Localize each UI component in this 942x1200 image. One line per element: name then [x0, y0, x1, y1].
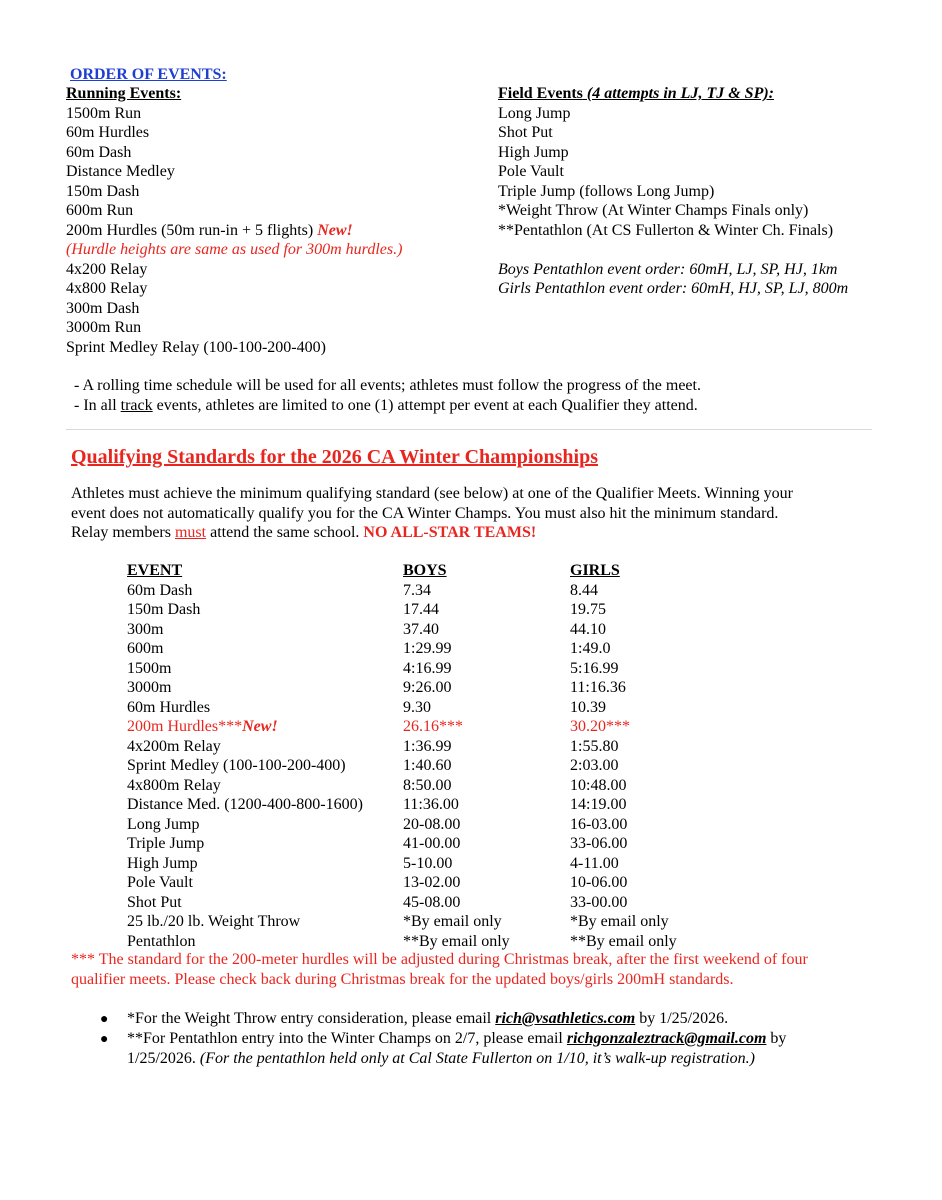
list-item: 1500m Run	[66, 104, 142, 122]
girls-cell: 16-03.00	[570, 815, 628, 833]
field-events-header-note: (4 attempts in LJ, TJ & SP):	[582, 85, 774, 102]
table-row	[0, 639, 942, 659]
hurdles-footnote	[71, 950, 808, 989]
girls-pentathlon-order: Girls Pentathlon event order: 60mH, HJ, SP, LJ, 800m	[498, 280, 849, 297]
bullet-text-part: by 1/25/2026.	[635, 1010, 729, 1027]
boys-column-header: BOYS	[403, 562, 447, 579]
footnote-line: *** The standard for the 200-meter hurdles will be adjusted during Christmas break, after the first weekend of four	[71, 951, 808, 968]
field-events-header	[498, 84, 774, 104]
list-item: Distance Medley	[66, 163, 175, 180]
bullet-marker-icon: ●	[100, 1010, 109, 1026]
list-item: **Pentathlon (At CS Fullerton & Winter Ch. Finals)	[498, 221, 834, 239]
event-cell: 600m	[127, 640, 164, 657]
list-item: Pole Vault	[498, 163, 564, 180]
pentathlon-bullet	[0, 1029, 942, 1069]
table-row	[0, 678, 942, 698]
boys-cell: 41-00.00	[403, 835, 461, 852]
standards-intro	[71, 484, 793, 543]
hurdles-note: (Hurdle heights are same as used for 300m hurdles.)	[66, 241, 403, 258]
intro-line	[71, 523, 793, 543]
girls-cell: 2:03.00	[570, 757, 619, 774]
boys-cell: 37.40	[403, 620, 439, 638]
intro-text: attend the same school.	[206, 524, 364, 541]
bullet-text	[127, 1029, 786, 1068]
bullet-text-part: by	[766, 1030, 787, 1047]
boys-cell: 17.44	[403, 601, 439, 618]
running-events-list	[66, 104, 402, 358]
note-track-word: track	[120, 397, 153, 414]
rolling-schedule-note: - A rolling time schedule will be used for all events; athletes must follow the progress of the meet.	[74, 377, 701, 394]
boys-cell: 13-02.00	[403, 874, 461, 891]
girls-cell: 33-00.00	[570, 893, 628, 911]
event-cell: High Jump	[127, 854, 198, 872]
pentathlon-email-link[interactable]: richgonzaleztrack@gmail.com	[566, 1030, 767, 1047]
bullet-marker-icon: ●	[100, 1030, 109, 1046]
list-item: 3000m Run	[66, 319, 142, 336]
section-divider	[66, 429, 872, 430]
list-item: Long Jump	[498, 104, 571, 122]
event-cell: 3000m	[127, 679, 172, 696]
event-cell: 4x800m Relay	[127, 776, 221, 794]
event-cell: 4x200m Relay	[127, 737, 221, 755]
bullet-text-part: *For the Weight Throw entry consideration, please email	[127, 1010, 496, 1027]
event-cell: 300m	[127, 620, 164, 638]
list-item: Triple Jump (follows Long Jump)	[498, 182, 715, 200]
table-row	[0, 854, 942, 874]
event-cell: 60m Dash	[127, 581, 193, 599]
boys-cell: 9.30	[403, 698, 431, 716]
table-row	[0, 932, 942, 952]
intro-line: Athletes must achieve the minimum qualifying standard (see below) at one of the Qualifier Meets. Winning your	[71, 485, 793, 502]
list-item: *Weight Throw (At Winter Champs Finals only)	[498, 202, 809, 219]
new-badge: New!	[242, 718, 278, 735]
bullet-text	[127, 1009, 728, 1029]
list-item: 150m Dash	[66, 182, 140, 200]
girls-cell: 1:55.80	[570, 737, 619, 755]
table-row	[0, 795, 942, 815]
event-cell-text: 200m Hurdles***	[127, 718, 243, 735]
weight-throw-bullet	[0, 1009, 942, 1029]
event-cell: 150m Dash	[127, 601, 201, 618]
attempt-limit-note	[74, 396, 698, 416]
list-item: 60m Dash	[66, 143, 132, 161]
boys-cell: 7.34	[403, 581, 431, 599]
boys-cell: 4:16.99	[403, 659, 452, 677]
boys-cell: 11:36.00	[403, 796, 459, 813]
running-events-header: Running Events:	[66, 85, 182, 102]
field-events-list	[498, 104, 848, 299]
girls-cell: **By email only	[570, 932, 677, 950]
list-item	[66, 221, 402, 241]
girls-cell: 10-06.00	[570, 874, 628, 891]
event-cell: 60m Hurdles	[127, 698, 211, 716]
intro-must-word: must	[174, 524, 207, 541]
girls-cell: 10:48.00	[570, 776, 627, 794]
table-row	[0, 834, 942, 854]
table-row-hurdles-200m	[0, 717, 942, 737]
girls-cell: *By email only	[570, 913, 669, 930]
boys-cell: **By email only	[403, 932, 510, 950]
girls-cell: 19.75	[570, 601, 606, 618]
note-text: - In all	[74, 397, 121, 414]
table-row	[0, 912, 942, 932]
girls-cell: 5:16.99	[570, 659, 619, 677]
qualifying-standards-title: Qualifying Standards for the 2026 CA Winter Championships	[71, 446, 598, 468]
list-item: High Jump	[498, 143, 569, 161]
list-item: 4x200 Relay	[66, 260, 148, 278]
girls-cell: 14:19.00	[570, 796, 627, 813]
table-row	[0, 581, 942, 601]
event-column-header: EVENT	[127, 562, 183, 579]
intro-text: Relay members	[71, 524, 175, 541]
bullet-line	[127, 1049, 786, 1069]
bullet-text-part: **For Pentathlon entry into the Winter Champs on 2/7, please email	[127, 1030, 567, 1047]
event-cell: Distance Med. (1200-400-800-1600)	[127, 796, 363, 813]
list-item: 600m Run	[66, 202, 134, 219]
table-row	[0, 737, 942, 757]
boys-pentathlon-order: Boys Pentathlon event order: 60mH, LJ, SP, HJ, 1km	[498, 260, 838, 278]
boys-cell: 1:40.60	[403, 757, 452, 774]
weight-throw-email-link[interactable]: rich@vsathletics.com	[495, 1010, 636, 1027]
boys-cell: 45-08.00	[403, 893, 461, 911]
list-item: Shot Put	[498, 124, 553, 141]
footnote-line: qualifier meets. Please check back during Christmas break for the updated boys/girls 200mH standards.	[71, 970, 734, 988]
list-item: Sprint Medley Relay (100-100-200-400)	[66, 338, 326, 356]
event-cell: Pole Vault	[127, 874, 193, 891]
table-row	[0, 698, 942, 718]
event-cell: 1500m	[127, 659, 172, 677]
table-row	[0, 776, 942, 796]
boys-cell: 26.16***	[403, 718, 463, 735]
table-row	[0, 600, 942, 620]
boys-cell: 5-10.00	[403, 854, 453, 872]
no-all-star-teams: NO ALL-STAR TEAMS!	[363, 524, 537, 541]
girls-column-header: GIRLS	[570, 562, 620, 579]
boys-cell: *By email only	[403, 913, 502, 930]
hurdles-event-text: 200m Hurdles (50m run-in + 5 flights)	[66, 221, 318, 239]
girls-cell: 10.39	[570, 698, 606, 716]
event-cell: Pentathlon	[127, 932, 196, 950]
list-item: 300m Dash	[66, 299, 140, 317]
boys-cell: 1:36.99	[403, 737, 452, 755]
order-of-events-title: ORDER OF EVENTS:	[70, 66, 227, 83]
boys-cell: 9:26.00	[403, 679, 452, 696]
table-row	[0, 756, 942, 776]
list-item: 60m Hurdles	[66, 124, 150, 141]
new-badge: New!	[317, 221, 353, 239]
list-item: 4x800 Relay	[66, 280, 148, 297]
table-row	[0, 893, 942, 913]
field-events-header-label: Field Events	[498, 85, 583, 102]
girls-cell: 1:49.0	[570, 640, 611, 657]
bullet-line	[127, 1029, 786, 1049]
table-row	[0, 815, 942, 835]
event-cell: 25 lb./20 lb. Weight Throw	[127, 913, 301, 930]
table-row	[0, 873, 942, 893]
girls-cell: 11:16.36	[570, 679, 626, 696]
event-cell: Sprint Medley (100-100-200-400)	[127, 757, 346, 774]
girls-cell: 8.44	[570, 581, 598, 599]
event-cell: Shot Put	[127, 893, 182, 911]
event-cell: Long Jump	[127, 815, 200, 833]
bullet-text-part: 1/25/2026.	[127, 1049, 200, 1067]
note-text: events, athletes are limited to one (1) attempt per event at each Qualifier they attend.	[152, 397, 698, 414]
boys-cell: 20-08.00	[403, 815, 461, 833]
boys-cell: 1:29.99	[403, 640, 452, 657]
girls-cell: 44.10	[570, 620, 606, 638]
table-row	[0, 659, 942, 679]
walk-up-registration-note: (For the pentathlon held only at Cal State Fullerton on 1/10, it’s walk-up registration.)	[199, 1049, 755, 1067]
table-header-row	[0, 561, 942, 581]
event-cell	[127, 717, 278, 737]
event-cell: Triple Jump	[127, 835, 205, 852]
girls-cell: 33-06.00	[570, 835, 628, 852]
table-row	[0, 620, 942, 640]
girls-cell: 4-11.00	[570, 854, 619, 872]
intro-line: event does not automatically qualify you for the CA Winter Champs. You must also hit the minimum standard.	[71, 504, 779, 522]
boys-cell: 8:50.00	[403, 776, 452, 794]
girls-cell: 30.20***	[570, 718, 630, 735]
